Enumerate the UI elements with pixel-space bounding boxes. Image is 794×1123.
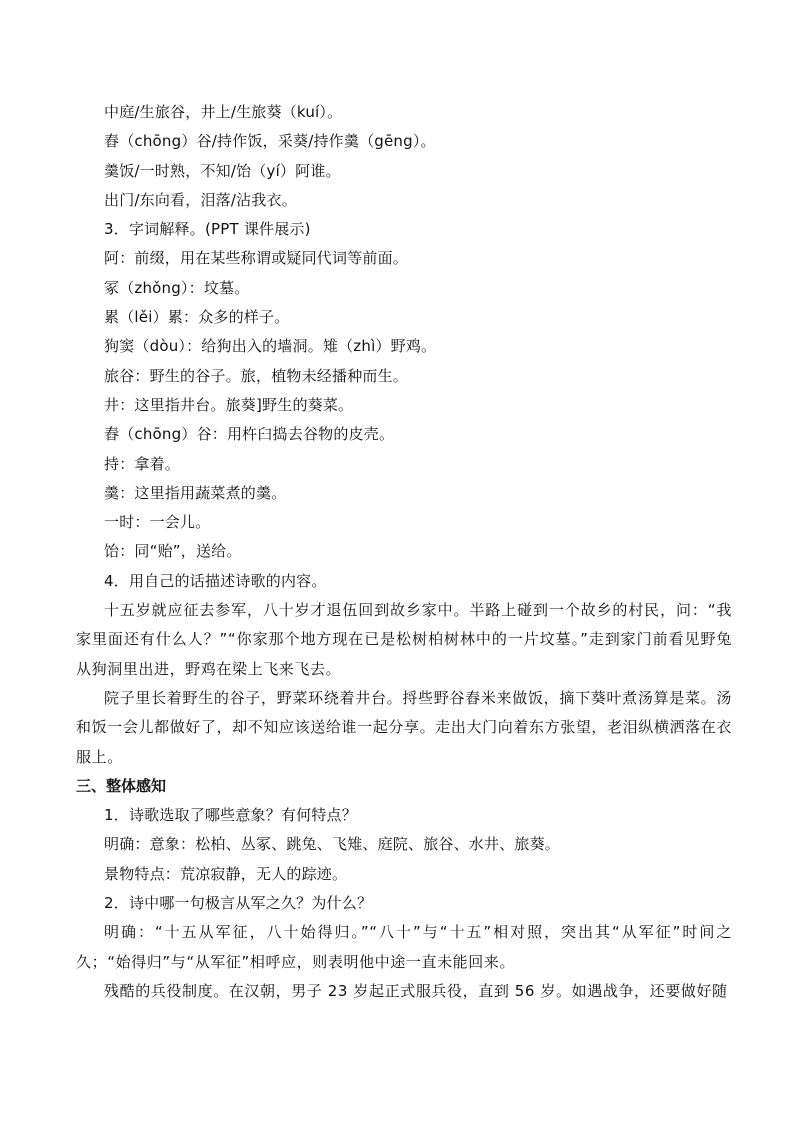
gloss-leilei: 累（lěi）累：众多的样子。: [104, 308, 290, 327]
poem-line-4: 出门/东向看，泪落/沾我衣。: [104, 190, 297, 209]
gloss-yishi: 一时：一会儿。: [104, 513, 211, 532]
poem-line-3: 羹饭/一时熟，不知/饴（yí）阿谁。: [104, 161, 341, 180]
translation-paragraph-2: 院子里长着野生的谷子，野菜环绕着井台。捋些野谷舂米来做饭，摘下葵叶煮汤算是菜。汤和饭一会儿都做好了，却不知应该送给谁一起分享。走出大门向着东方张望，老泪纵横洒落在衣服上。: [76, 688, 732, 766]
step-4-heading: 4．用自己的话描述诗歌的内容。: [104, 571, 327, 590]
section-heading: 三、整体感知: [76, 776, 167, 795]
gloss-jing: 井：这里指井台。旅葵]野生的葵菜。: [104, 395, 354, 414]
gloss-chonggu: 舂（chōng）谷：用杵臼捣去谷物的皮壳。: [104, 425, 395, 444]
gloss-zhong: 冢（zhǒng）：坟墓。: [104, 278, 250, 297]
gloss-goudou: 狗窦（dòu）：给狗出入的墙洞。雉（zhì）野鸡。: [104, 337, 437, 356]
answer-1-imagery: 明确：意象：松柏、丛冢、跳兔、飞雉、庭院、旅谷、水井、旅葵。: [104, 835, 561, 854]
poem-line-1: 中庭/生旅谷，井上/生旅葵（kuí）。: [104, 103, 343, 121]
gloss-yi: 饴：同“贻”，送给。: [104, 542, 242, 561]
gloss-a: 阿：前缀，用在某些称谓或疑同代词等前面。: [104, 249, 409, 268]
answer-1-features: 景物特点：荒凉寂静，无人的踪迹。: [104, 864, 348, 883]
conscription-paragraph: 残酷的兵役制度。在汉朝，男子 23 岁起正式服兵役，直到 56 岁。如遇战争，还要做好随: [104, 981, 728, 1000]
question-1: 1．诗歌选取了哪些意象？有何特点？: [104, 806, 357, 825]
gloss-geng: 羹：这里指用蔬菜煮的羹。: [104, 483, 287, 502]
question-2: 2．诗中哪一句极言从军之久？为什么？: [104, 894, 373, 913]
answer-2-paragraph: 明确：“十五从军征，八十始得归。”“八十”与“十五”相对照，突出其“从军征”时间之久；“始得归”与“从军征”相呼应，则表明他中途一直未能回来。: [76, 923, 732, 971]
translation-paragraph-1: 十五岁就应征去参军，八十岁才退伍回到故乡家中。半路上碰到一个故乡的村民，问：“我家里面还有什么人？”“你家那个地方现在已是松树柏树林中的一片坟墓。”走到家门前看见野兔从狗洞里出进，野鸡在梁上飞来飞去。: [76, 601, 732, 678]
gloss-lvgu: 旅谷：野生的谷子。旅，植物未经播种而生。: [104, 366, 409, 385]
poem-line-2: 舂（chōng）谷/持作饭，采葵/持作羹（gēng）。: [104, 132, 436, 151]
step-3-heading: 3．字词解释。(PPT 课件展示): [104, 220, 311, 239]
document-body: [76, 98, 732, 1006]
gloss-chi: 持：拿着。: [104, 454, 181, 473]
